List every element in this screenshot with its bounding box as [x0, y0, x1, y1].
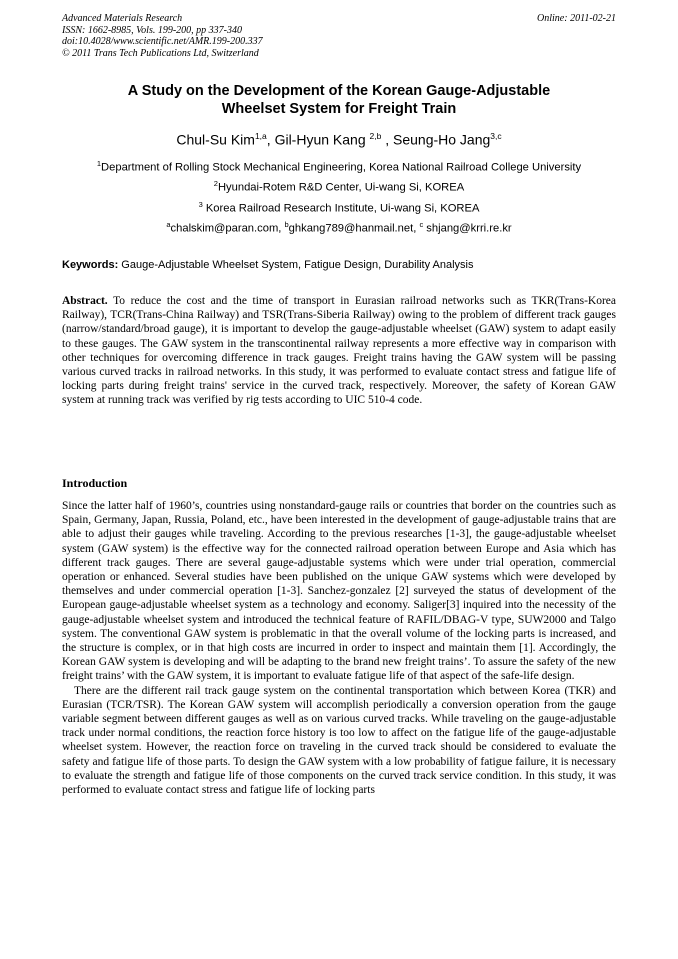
online-date: Online: 2011-02-21 — [537, 13, 616, 24]
affiliation — [62, 159, 616, 174]
email-mark: b — [284, 220, 289, 229]
keywords-label: Keywords: — [62, 259, 119, 271]
email-text: ghkang789@hanmail.net, — [288, 222, 420, 235]
author-affil-mark: 3,c — [490, 131, 502, 141]
affiliation-mark: 1 — [96, 159, 102, 168]
issn-line: ISSN: 1662-8985, Vols. 199-200, pp 337-340 — [62, 24, 242, 36]
introduction-body — [62, 499, 616, 797]
author-list — [62, 131, 616, 148]
author-affil-mark: 2,b — [369, 131, 382, 141]
journal-header — [62, 13, 616, 59]
author-affil-mark: 1,a — [254, 131, 267, 141]
email-text: chalskim@paran.com, — [170, 222, 285, 235]
title-line-2: Wheelset System for Freight Train — [221, 101, 457, 117]
author-separator: , — [266, 131, 275, 148]
author-name: Chul-Su Kim — [176, 131, 255, 148]
author-emails — [62, 220, 616, 235]
email-mark: c — [419, 220, 424, 229]
doi-line: doi:10.4028/www.scientific.net/AMR.199-200.337 — [62, 36, 263, 47]
title-line-1: A Study on the Development of the Korean Gauge-Adjustable — [127, 83, 551, 99]
copyright-line: © 2011 Trans Tech Publications Ltd, Switzerland — [62, 47, 259, 59]
email-mark: a — [166, 220, 171, 229]
journal-name: Advanced Materials Research — [62, 13, 183, 24]
abstract-text: To reduce the cost and the time of transport in Eurasian railroad networks such as TKR(Trans-Korea Railway), TCR(Trans-China Railway) and TSR(Trans-Siberia Railway) owing to the problem of different track gauges (narrow/standard/broad gauge), it is important to develop the gauge-adjustable wheelset (GAW) system to adapt easily to these gauges. The GAW system in the transcontinental railway represents a more effective way in comparison with other techniques for overcoming difference in track gauges. Freight trains having the GAW system will be passing various curved tracks in railroad networks. In this study, it was performed to evaluate contact stress and fatigue life of locking parts during freight trains' service in the curved track, respectively. Moreover, the safety of Korean GAW system at running track was verified by rig tests according to UIC 510-4 code. — [62, 295, 616, 407]
author-name: Seung-Ho Jang — [393, 131, 491, 148]
abstract-label: Abstract. — [62, 295, 108, 307]
paragraph: Since the latter half of 1960’s, countries using nonstandard-gauge rails or countries that border on the countries such as Spain, Germany, Japan, Russia, Poland, etc., have been interested in the development of gauge-adjustable trains that are able to adjust their gauges while traveling. According to the previous researches [1-3], the gauge-adjustable wheelset system (GAW system) is the effective way for the connected railroad operation between Europe and Asia which has different track gauges. There are several gauge-adjustable systems which were under trial operation, commercial operation or enhanced. Several studies have been published on the unique GAW systems which were developed by themselves and under commercial operation [1-3]. Sanchez-gonzalez [2] surveyed the status of development of the European gauge-adjustable wheelset system as a technology and economy. Saliger[3] inquired into the necessity of the gauge-adjustable wheelset system and introduced the technical feature of RAFIL/DBAG-V type, SUW2000 and Talgo system. The conventional GAW system is problematic in that the overall volume of the locking parts is increased, and the structure is complex, or in that high costs are incurred in order to inspect and maintain them [1]. Accordingly, the Korean GAW system is developing and will be adapting to the brand new freight trains’. To assure the safety of the new freight trains’ with the GAW system, it is important to evaluate fatigue life of that aspect of the safe-life design. — [62, 500, 616, 683]
paragraph: There are the different rail track gauge system on the continental transportation which between Korea (TKR) and Eurasian (TCR/TSR). The Korean GAW system will accomplish periodically a conversion operation from the gauge variable segment between different gauges as well as on various curved tracks. While traveling on the gauge-adjustable track under normal conditions, the reaction force history is too low to affect on the fatigue life of the gauge-adjustable wheelset system. However, the reaction force on traveling in the curved track should be considered to evaluate the safety and fatigue life of those parts. To design the GAW system with a low probability of fatigue failure, it is necessary to evaluate the strength and fatigue life of those components on the curved track service condition. In this study, it was performed to evaluate contact stress and fatigue life of locking parts — [62, 684, 616, 797]
author-name: Gil-Hyun Kang — [274, 131, 370, 148]
affiliation-text: Korea Railroad Research Institute, Ui-wang Si, KOREA — [202, 202, 480, 215]
keywords-text: Gauge-Adjustable Wheelset System, Fatigue Design, Durability Analysis — [118, 259, 474, 271]
affiliation — [62, 200, 616, 215]
keywords — [62, 259, 616, 271]
affiliation-mark: 2 — [213, 179, 218, 188]
email-text: shjang@krri.re.kr — [423, 222, 512, 235]
section-heading-introduction: Introduction — [62, 476, 128, 490]
abstract — [62, 294, 616, 408]
author-separator: , — [381, 131, 393, 148]
paper-title — [62, 82, 616, 118]
affiliation-text: Department of Rolling Stock Mechanical Engineering, Korea National Railroad College University — [101, 161, 582, 174]
affiliation-text: Hyundai-Rotem R&D Center, Ui-wang Si, KOREA — [217, 181, 465, 194]
affiliation — [62, 179, 616, 194]
affiliation-mark: 3 — [198, 200, 203, 209]
